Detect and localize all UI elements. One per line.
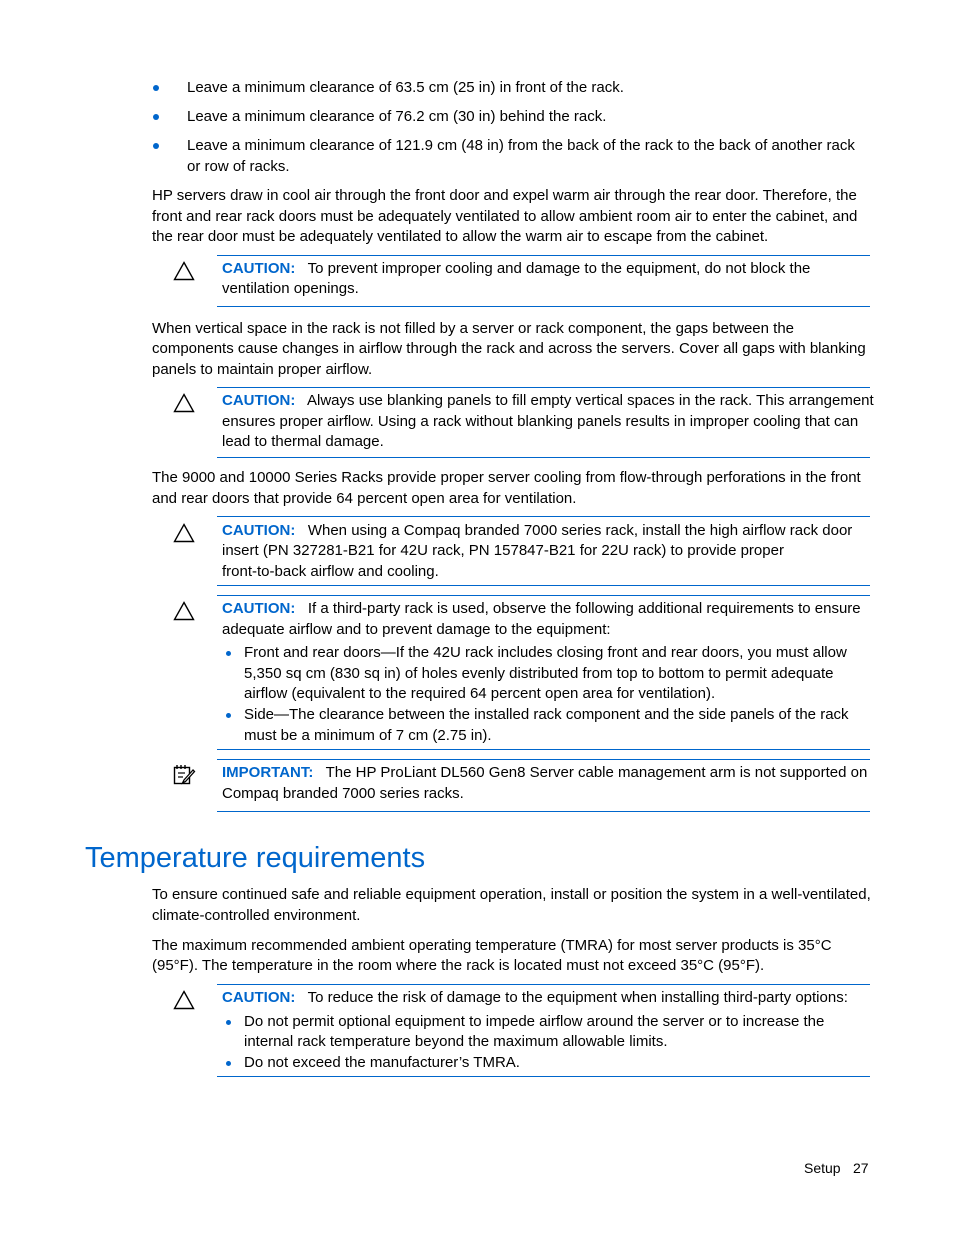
notice-text: If a third-party rack is used, observe the following additional requirements to ensure [307,600,861,617]
bullet-text: Leave a minimum clearance of 63.5 cm (25 in) in front of the rack. [187,79,624,96]
notice-bottom-rule [217,306,870,307]
caution-label: CAUTION: [222,260,296,277]
caution-triangle-icon [173,261,195,281]
bullet-marker [226,1061,231,1066]
notice-bottom-rule [217,749,870,750]
bullet-marker [153,114,159,120]
paragraph-line: climate-controlled environment. [152,907,361,924]
notice-text: When using a Compaq branded 7000 series rack, install the high airflow rack door [307,522,853,539]
paragraph-line: and rear doors that provide 64 percent open area for ventilation. [152,490,577,507]
important-label: IMPORTANT: [222,764,314,781]
notice-list-text: Front and rear doors—If the 42U rack includes closing front and rear doors, you must allow [244,644,847,661]
important-notepad-icon [172,764,196,786]
notice-text: Compaq branded 7000 series racks. [222,785,464,802]
bullet-text: Leave a minimum clearance of 76.2 cm (30 in) behind the rack. [187,108,607,125]
notice-text: lead to thermal damage. [222,433,384,450]
caution-label: CAUTION: [222,522,296,539]
footer-page-number: 27 [853,1160,869,1176]
caution-label: CAUTION: [222,392,296,409]
notice-list-text: airflow (equivalent to the required 64 percent open area for ventilation). [244,685,716,702]
bullet-marker [226,651,231,656]
caution-triangle-icon [173,393,195,413]
section-title: Temperature requirements [85,842,426,874]
notice-text: The HP ProLiant DL560 Gen8 Server cable management arm is not supported on [325,764,868,781]
paragraph-line: To ensure continued safe and reliable equipment operation, install or position the system in a well-ventilated, [152,886,871,903]
notice-text: Always use blanking panels to fill empty vertical spaces in the rack. This arrangement [307,392,874,409]
notice-list-text: must be a minimum of 7 cm (2.75 in). [244,727,492,744]
notice-top-rule [217,255,870,256]
notice-list-text: Do not exceed the manufacturer’s TMRA. [244,1054,520,1071]
notice-list-text: internal rack temperature beyond the maximum allowable limits. [244,1033,668,1050]
notice-top-rule [217,595,870,596]
bullet-marker [153,143,159,149]
notice-text: front-to-back airflow and cooling. [222,563,439,580]
footer-section-name: Setup [804,1160,841,1176]
bullet-marker [153,85,159,91]
paragraph-line: components cause changes in airflow through the rack and across the servers. Cover all gaps with blanking [152,340,866,357]
notice-list-text: 5,350 sq cm (830 sq in) of holes evenly distributed from top to bottom to permit adequate [244,665,834,682]
paragraph-line: front and rear rack doors must be adequately ventilated to allow ambient room air to enter the cabinet, and [152,208,858,225]
notice-bottom-rule [217,457,870,458]
caution-triangle-icon [173,990,195,1010]
notice-top-rule [217,516,870,517]
notice-list-text: Do not permit optional equipment to impede airflow around the server or to increase the [244,1013,825,1030]
bullet-text: or row of racks. [187,158,290,175]
paragraph-line: the rear door must be adequately ventilated to allow the warm air to escape from the cabinet. [152,228,769,245]
bullet-marker [226,713,231,718]
notice-bottom-rule [217,811,870,812]
notice-bottom-rule [217,1076,870,1077]
notice-text: To reduce the risk of damage to the equipment when installing third-party options: [307,989,848,1006]
notice-top-rule [217,759,870,760]
paragraph-line: HP servers draw in cool air through the front door and expel warm air through the rear door. Therefore, the [152,187,857,204]
notice-text: adequate airflow and to prevent damage to the equipment: [222,621,611,638]
caution-label: CAUTION: [222,600,296,617]
paragraph-line: panels to maintain proper airflow. [152,361,373,378]
notice-top-rule [217,984,870,985]
bullet-text: Leave a minimum clearance of 121.9 cm (48 in) from the back of the rack to the back of another rack [187,137,855,154]
caution-triangle-icon [173,601,195,621]
caution-label: CAUTION: [222,989,296,1006]
notice-text: ventilation openings. [222,280,359,297]
caution-triangle-icon [173,523,195,543]
notice-text: To prevent improper cooling and damage to the equipment, do not block the [307,260,811,277]
paragraph-line: When vertical space in the rack is not filled by a server or rack component, the gaps between the [152,320,794,337]
notice-top-rule [217,387,870,388]
paragraph-line: The 9000 and 10000 Series Racks provide proper server cooling from flow-through perforations in the front [152,469,861,486]
notice-list-text: Side—The clearance between the installed rack component and the side panels of the rack [244,706,849,723]
paragraph-line: The maximum recommended ambient operating temperature (TMRA) for most server products is 35°C [152,937,832,954]
paragraph-line: (95°F). The temperature in the room where the rack is located must not exceed 35°C (95°F). [152,957,765,974]
notice-text: insert (PN 327281-B21 for 42U rack, PN 157847-B21 for 22U rack) to provide proper [222,542,784,559]
notice-bottom-rule [217,585,870,586]
notice-text: ensures proper airflow. Using a rack without blanking panels results in improper cooling that can [222,413,859,430]
bullet-marker [226,1020,231,1025]
